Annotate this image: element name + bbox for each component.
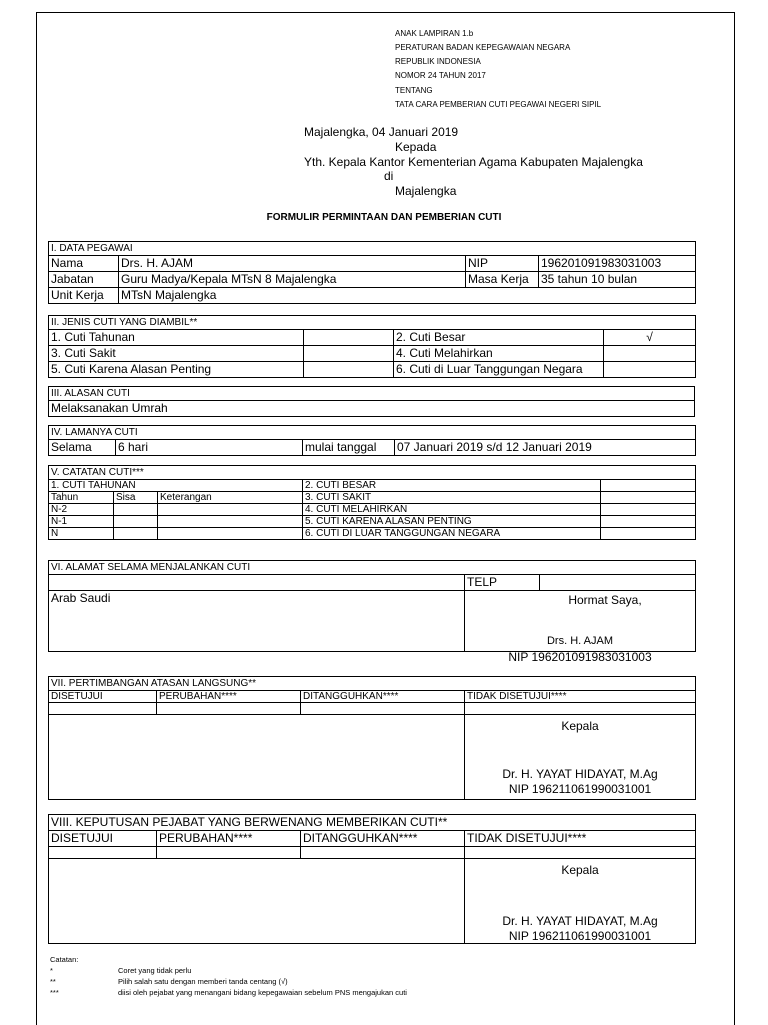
cuti-besar: 2. Cuti Besar [394, 330, 604, 346]
cuti-tahunan: 1. Cuti Tahunan [49, 330, 304, 346]
nama-field[interactable]: Drs. H. AJAM [119, 256, 466, 272]
catatan-cuti-alasan-penting-value[interactable] [601, 516, 696, 528]
tahun-n1: N-1 [49, 516, 114, 528]
section-title: V. CATATAN CUTI*** [49, 466, 696, 480]
section-pertimbangan-atasan [48, 676, 696, 800]
section-title: IV. LAMANYA CUTI [49, 426, 696, 440]
atasan-role: Kepala [561, 719, 599, 733]
note-text: diisi oleh pejabat yang menangani bidang kepegawaian sebelum PNS mengajukan cuti [118, 988, 407, 997]
disetujui-check[interactable] [49, 703, 157, 715]
city: Majalengka [395, 184, 457, 198]
selama-label: Selama [49, 440, 116, 456]
col-sisa: Sisa [114, 492, 158, 504]
note-text: Pilih salah satu dengan memberi tanda centang (√) [118, 977, 288, 986]
cuti-tahunan-check[interactable] [304, 330, 394, 346]
cuti-luar-tanggungan: 6. Cuti di Luar Tanggungan Negara [394, 362, 604, 378]
pejabat-nip: NIP 196211061990031001 [508, 929, 652, 943]
section-title: VII. PERTIMBANGAN ATASAN LANGSUNG** [49, 677, 696, 691]
cuti-alasan-penting-check[interactable] [304, 362, 394, 378]
perubahan-check[interactable] [157, 703, 301, 715]
tidak-disetujui-check[interactable] [465, 703, 696, 715]
catatan-cuti-besar: 2. CUTI BESAR [303, 480, 601, 492]
cuti-alasan-penting: 5. Cuti Karena Alasan Penting [49, 362, 304, 378]
di: di [384, 169, 394, 183]
note-text: Coret yang tidak perlu [118, 966, 192, 975]
catatan-cuti-luar-tanggungan: 6. CUTI DI LUAR TANGGUNGAN NEGARA [303, 528, 601, 540]
note-mark: ** [50, 977, 56, 986]
hormat-saya: Hormat Saya, [568, 593, 642, 607]
place-date: Majalengka, 04 Januari 2019 [304, 125, 459, 139]
atasan-name: Dr. H. YAYAT HIDAYAT, M.Ag [502, 767, 658, 781]
col-tahun: Tahun [49, 492, 114, 504]
kepada: Kepada [395, 140, 437, 154]
mulai-label: mulai tanggal [303, 440, 395, 456]
selama-field[interactable]: 6 hari [116, 440, 303, 456]
pejabat-notes[interactable] [49, 859, 465, 944]
section-lamanya-cuti [48, 425, 696, 456]
note-mark: *** [50, 988, 59, 997]
section-catatan-cuti [48, 465, 696, 540]
col-perubahan: PERUBAHAN**** [157, 831, 301, 847]
atasan-notes[interactable] [49, 715, 465, 800]
catatan-cuti-melahirkan: 4. CUTI MELAHIRKAN [303, 504, 601, 516]
catatan-cuti-alasan-penting: 5. CUTI KARENA ALASAN PENTING [303, 516, 601, 528]
header-line: REPUBLIK INDONESIA [395, 57, 481, 66]
col-ditangguhkan: DITANGGUHKAN**** [301, 831, 465, 847]
section-title: VIII. KEPUTUSAN PEJABAT YANG BERWENANG MEMBERIKAN CUTI** [49, 815, 696, 831]
alasan-field[interactable]: Melaksanakan Umrah [49, 401, 695, 417]
catatan-cuti-sakit: 3. CUTI SAKIT [303, 492, 601, 504]
atasan-nip: NIP 196211061990031001 [508, 782, 652, 796]
atasan-signature-block [465, 715, 696, 800]
alamat-line[interactable] [49, 575, 465, 591]
sisa-n[interactable] [114, 528, 158, 540]
section-jenis-cuti [48, 315, 696, 378]
ditangguhkan-check[interactable] [301, 703, 465, 715]
catatan-cuti-besar-value[interactable] [601, 480, 696, 492]
pejabat-signature-block [465, 859, 696, 944]
unit-kerja-label: Unit Kerja [49, 288, 119, 304]
pemohon-nip: NIP 196201091983031003 [508, 650, 652, 664]
addressee: Yth. Kepala Kantor Kementerian Agama Kabupaten Majalengka [304, 155, 643, 169]
col-disetujui: DISETUJUI [49, 691, 157, 703]
section-alamat [48, 560, 696, 664]
section-title: VI. ALAMAT SELAMA MENJALANKAN CUTI [49, 561, 696, 575]
pemohon-signature-block [465, 591, 696, 664]
header-line: TATA CARA PEMBERIAN CUTI PEGAWAI NEGERI SIPIL [395, 100, 602, 109]
pejabat-role: Kepala [561, 863, 599, 877]
perubahan-check[interactable] [157, 847, 301, 859]
tanggal-field[interactable]: 07 Januari 2019 s/d 12 Januari 2019 [395, 440, 696, 456]
col-tidak-disetujui: TIDAK DISETUJUI**** [465, 831, 696, 847]
col-disetujui: DISETUJUI [49, 831, 157, 847]
col-ditangguhkan: DITANGGUHKAN**** [301, 691, 465, 703]
header-line: PERATURAN BADAN KEPEGAWAIAN NEGARA [395, 43, 571, 52]
header-line: TENTANG [395, 86, 433, 95]
telp-label: TELP [465, 575, 540, 591]
catatan-cuti-melahirkan-value[interactable] [601, 504, 696, 516]
keterangan-n1[interactable] [158, 516, 303, 528]
cuti-sakit-check[interactable] [304, 346, 394, 362]
nama-label: Nama [49, 256, 119, 272]
col-perubahan: PERUBAHAN**** [157, 691, 301, 703]
nip-field[interactable]: 196201091983031003 [539, 256, 696, 272]
jabatan-field[interactable]: Guru Madya/Kepala MTsN 8 Majalengka [119, 272, 466, 288]
keterangan-n[interactable] [158, 528, 303, 540]
header-line: ANAK LAMPIRAN 1.b [395, 29, 474, 38]
col-tidak-disetujui: TIDAK DISETUJUI**** [465, 691, 696, 703]
disetujui-check[interactable] [49, 847, 157, 859]
catatan-cuti-luar-tanggungan-value[interactable] [601, 528, 696, 540]
section-data-pegawai [48, 241, 696, 304]
keterangan-n2[interactable] [158, 504, 303, 516]
sisa-n1[interactable] [114, 516, 158, 528]
section-title: I. DATA PEGAWAI [49, 242, 696, 256]
masa-kerja-label: Masa Kerja [466, 272, 539, 288]
pejabat-name: Dr. H. YAYAT HIDAYAT, M.Ag [502, 914, 658, 928]
cuti-besar-check[interactable]: √ [604, 330, 696, 346]
telp-field[interactable] [540, 575, 696, 591]
alamat-value: Arab Saudi [51, 591, 111, 605]
pemohon-name: Drs. H. AJAM [546, 635, 613, 647]
cuti-tahunan-header: 1. CUTI TAHUNAN [49, 480, 303, 492]
section-alasan-cuti [48, 386, 695, 417]
col-keterangan: Keterangan [158, 492, 303, 504]
unit-kerja-field[interactable]: MTsN Majalengka [119, 288, 696, 304]
cuti-melahirkan: 4. Cuti Melahirkan [394, 346, 604, 362]
note-mark: * [50, 966, 53, 975]
cuti-melahirkan-check[interactable] [604, 346, 696, 362]
section-title: II. JENIS CUTI YANG DIAMBIL** [49, 316, 696, 330]
nip-label: NIP [466, 256, 539, 272]
tidak-disetujui-check[interactable] [465, 847, 696, 859]
jabatan-label: Jabatan [49, 272, 119, 288]
cuti-sakit: 3. Cuti Sakit [49, 346, 304, 362]
cuti-luar-tanggungan-check[interactable] [604, 362, 696, 378]
alamat-field[interactable] [49, 591, 465, 652]
ditangguhkan-check[interactable] [301, 847, 465, 859]
tahun-n: N [49, 528, 114, 540]
catatan-cuti-sakit-value[interactable] [601, 492, 696, 504]
header-line: NOMOR 24 TAHUN 2017 [395, 71, 486, 80]
tahun-n2: N-2 [49, 504, 114, 516]
notes-title: Catatan: [50, 955, 79, 964]
section-title: III. ALASAN CUTI [49, 387, 695, 401]
masa-kerja-field[interactable]: 35 tahun 10 bulan [539, 272, 696, 288]
form-title: FORMULIR PERMINTAAN DAN PEMBERIAN CUTI [266, 212, 502, 223]
section-keputusan-pejabat [48, 814, 696, 944]
sisa-n2[interactable] [114, 504, 158, 516]
